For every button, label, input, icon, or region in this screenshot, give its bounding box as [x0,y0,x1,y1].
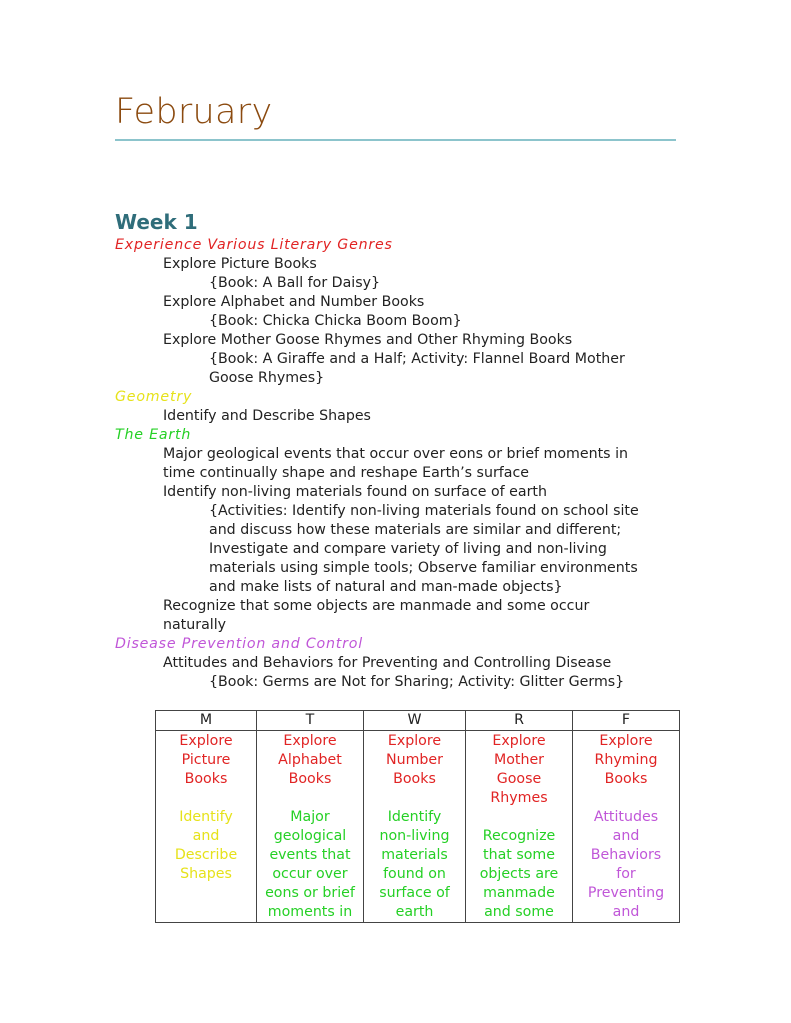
outline-item: Explore Alphabet and Number Books [163,294,425,310]
cell-line: and [612,904,640,920]
cell-monday [156,731,257,923]
cell-line: Rhyming [594,752,658,768]
category-literary-genres: Experience Various Literary Genres [115,237,393,253]
cell-line: Picture [181,752,231,768]
cell-line: Alphabet [278,752,342,768]
cell-line: eons or brief [265,885,355,901]
cell-line: Goose [496,771,542,787]
cell-line: and [192,828,220,844]
outline-note: Goose Rhymes} [209,370,325,386]
lesson-outline [115,236,675,692]
cell-line: Describe [174,847,238,863]
cell-line: moments in [267,904,353,920]
category-disease-prevention: Disease Prevention and Control [115,636,364,652]
outline-item: Explore Picture Books [163,256,317,272]
cell-line: Books [393,771,436,787]
cell-line: earth [395,904,434,920]
cell-line: manmade [483,885,555,901]
cell-line: Books [184,771,228,787]
cell-line: surface of [379,885,450,901]
outline-item: naturally [163,617,227,633]
cell-spacer [158,789,254,808]
cell-line: non-living [379,828,450,844]
outline-item: Recognize that some objects are manmade and some occur [163,598,590,614]
cell-line: Rhymes [490,790,548,806]
cell-line: and [612,828,640,844]
cell-line: Mother [493,752,545,768]
week-heading: Week 1 [115,210,198,234]
cell-line: Behaviors [590,847,662,863]
title-divider [115,139,676,141]
cell-tuesday [257,731,364,923]
cell-wednesday [364,731,466,923]
category-the-earth: The Earth [115,427,192,443]
cell-spacer [259,789,361,808]
outline-note: and discuss how these materials are similar and different; [209,522,622,538]
outline-note: {Activities: Identify non-living materials found on school site [209,503,639,519]
outline-item: time continually shape and reshape Earth’s surface [163,465,529,481]
cell-line: for [616,866,636,882]
cell-line: Explore [599,733,653,749]
table-header-row [156,711,680,731]
column-header-f: F [573,711,680,731]
cell-line: Books [604,771,648,787]
cell-line: Identify [387,809,442,825]
column-header-w: W [364,711,466,731]
cell-line: Number [386,752,443,768]
outline-item: Identify and Describe Shapes [163,408,371,424]
cell-line: Books [288,771,332,787]
outline-note: {Book: A Ball for Daisy} [209,275,381,291]
outline-note: {Book: Chicka Chicka Boom Boom} [209,313,462,329]
cell-line: Shapes [180,866,232,882]
outline-item: Identify non-living materials found on surface of earth [163,484,547,500]
table-row [156,731,680,923]
cell-line: objects are [479,866,559,882]
cell-line: Explore [179,733,233,749]
cell-line: Preventing [587,885,665,901]
outline-item: Explore Mother Goose Rhymes and Other Rhyming Books [163,332,573,348]
cell-line: geological [273,828,347,844]
cell-line: materials [381,847,448,863]
outline-note: {Book: Germs are Not for Sharing; Activity: Glitter Germs} [209,674,625,690]
column-header-t: T [257,711,364,731]
cell-thursday [466,731,573,923]
weekly-schedule-table [155,710,680,923]
cell-line: Major [290,809,330,825]
column-header-m: M [156,711,257,731]
outline-note: materials using simple tools; Observe familiar environments [209,560,638,576]
cell-line: Recognize [482,828,556,844]
page-title: February [115,92,273,132]
cell-spacer [366,789,463,808]
cell-line: Explore [492,733,546,749]
cell-line: Identify [179,809,233,825]
cell-spacer [575,789,677,808]
outline-note: and make lists of natural and man-made objects} [209,579,563,595]
cell-line: Attitudes [593,809,659,825]
outline-note: {Book: A Giraffe and a Half; Activity: Flannel Board Mother [209,351,625,367]
cell-line: that some [483,847,555,863]
outline-note: Investigate and compare variety of living and non-living [209,541,607,557]
column-header-r: R [466,711,573,731]
cell-line: events that [269,847,351,863]
cell-spacer [468,808,570,827]
cell-line: Explore [283,733,337,749]
cell-line: occur over [272,866,348,882]
cell-line: and some [484,904,554,920]
outline-item: Attitudes and Behaviors for Preventing and Controlling Disease [163,655,612,671]
cell-line: found on [383,866,446,882]
cell-friday [573,731,680,923]
category-geometry: Geometry [115,389,193,405]
cell-line: Explore [387,733,442,749]
outline-item: Major geological events that occur over eons or brief moments in [163,446,629,462]
